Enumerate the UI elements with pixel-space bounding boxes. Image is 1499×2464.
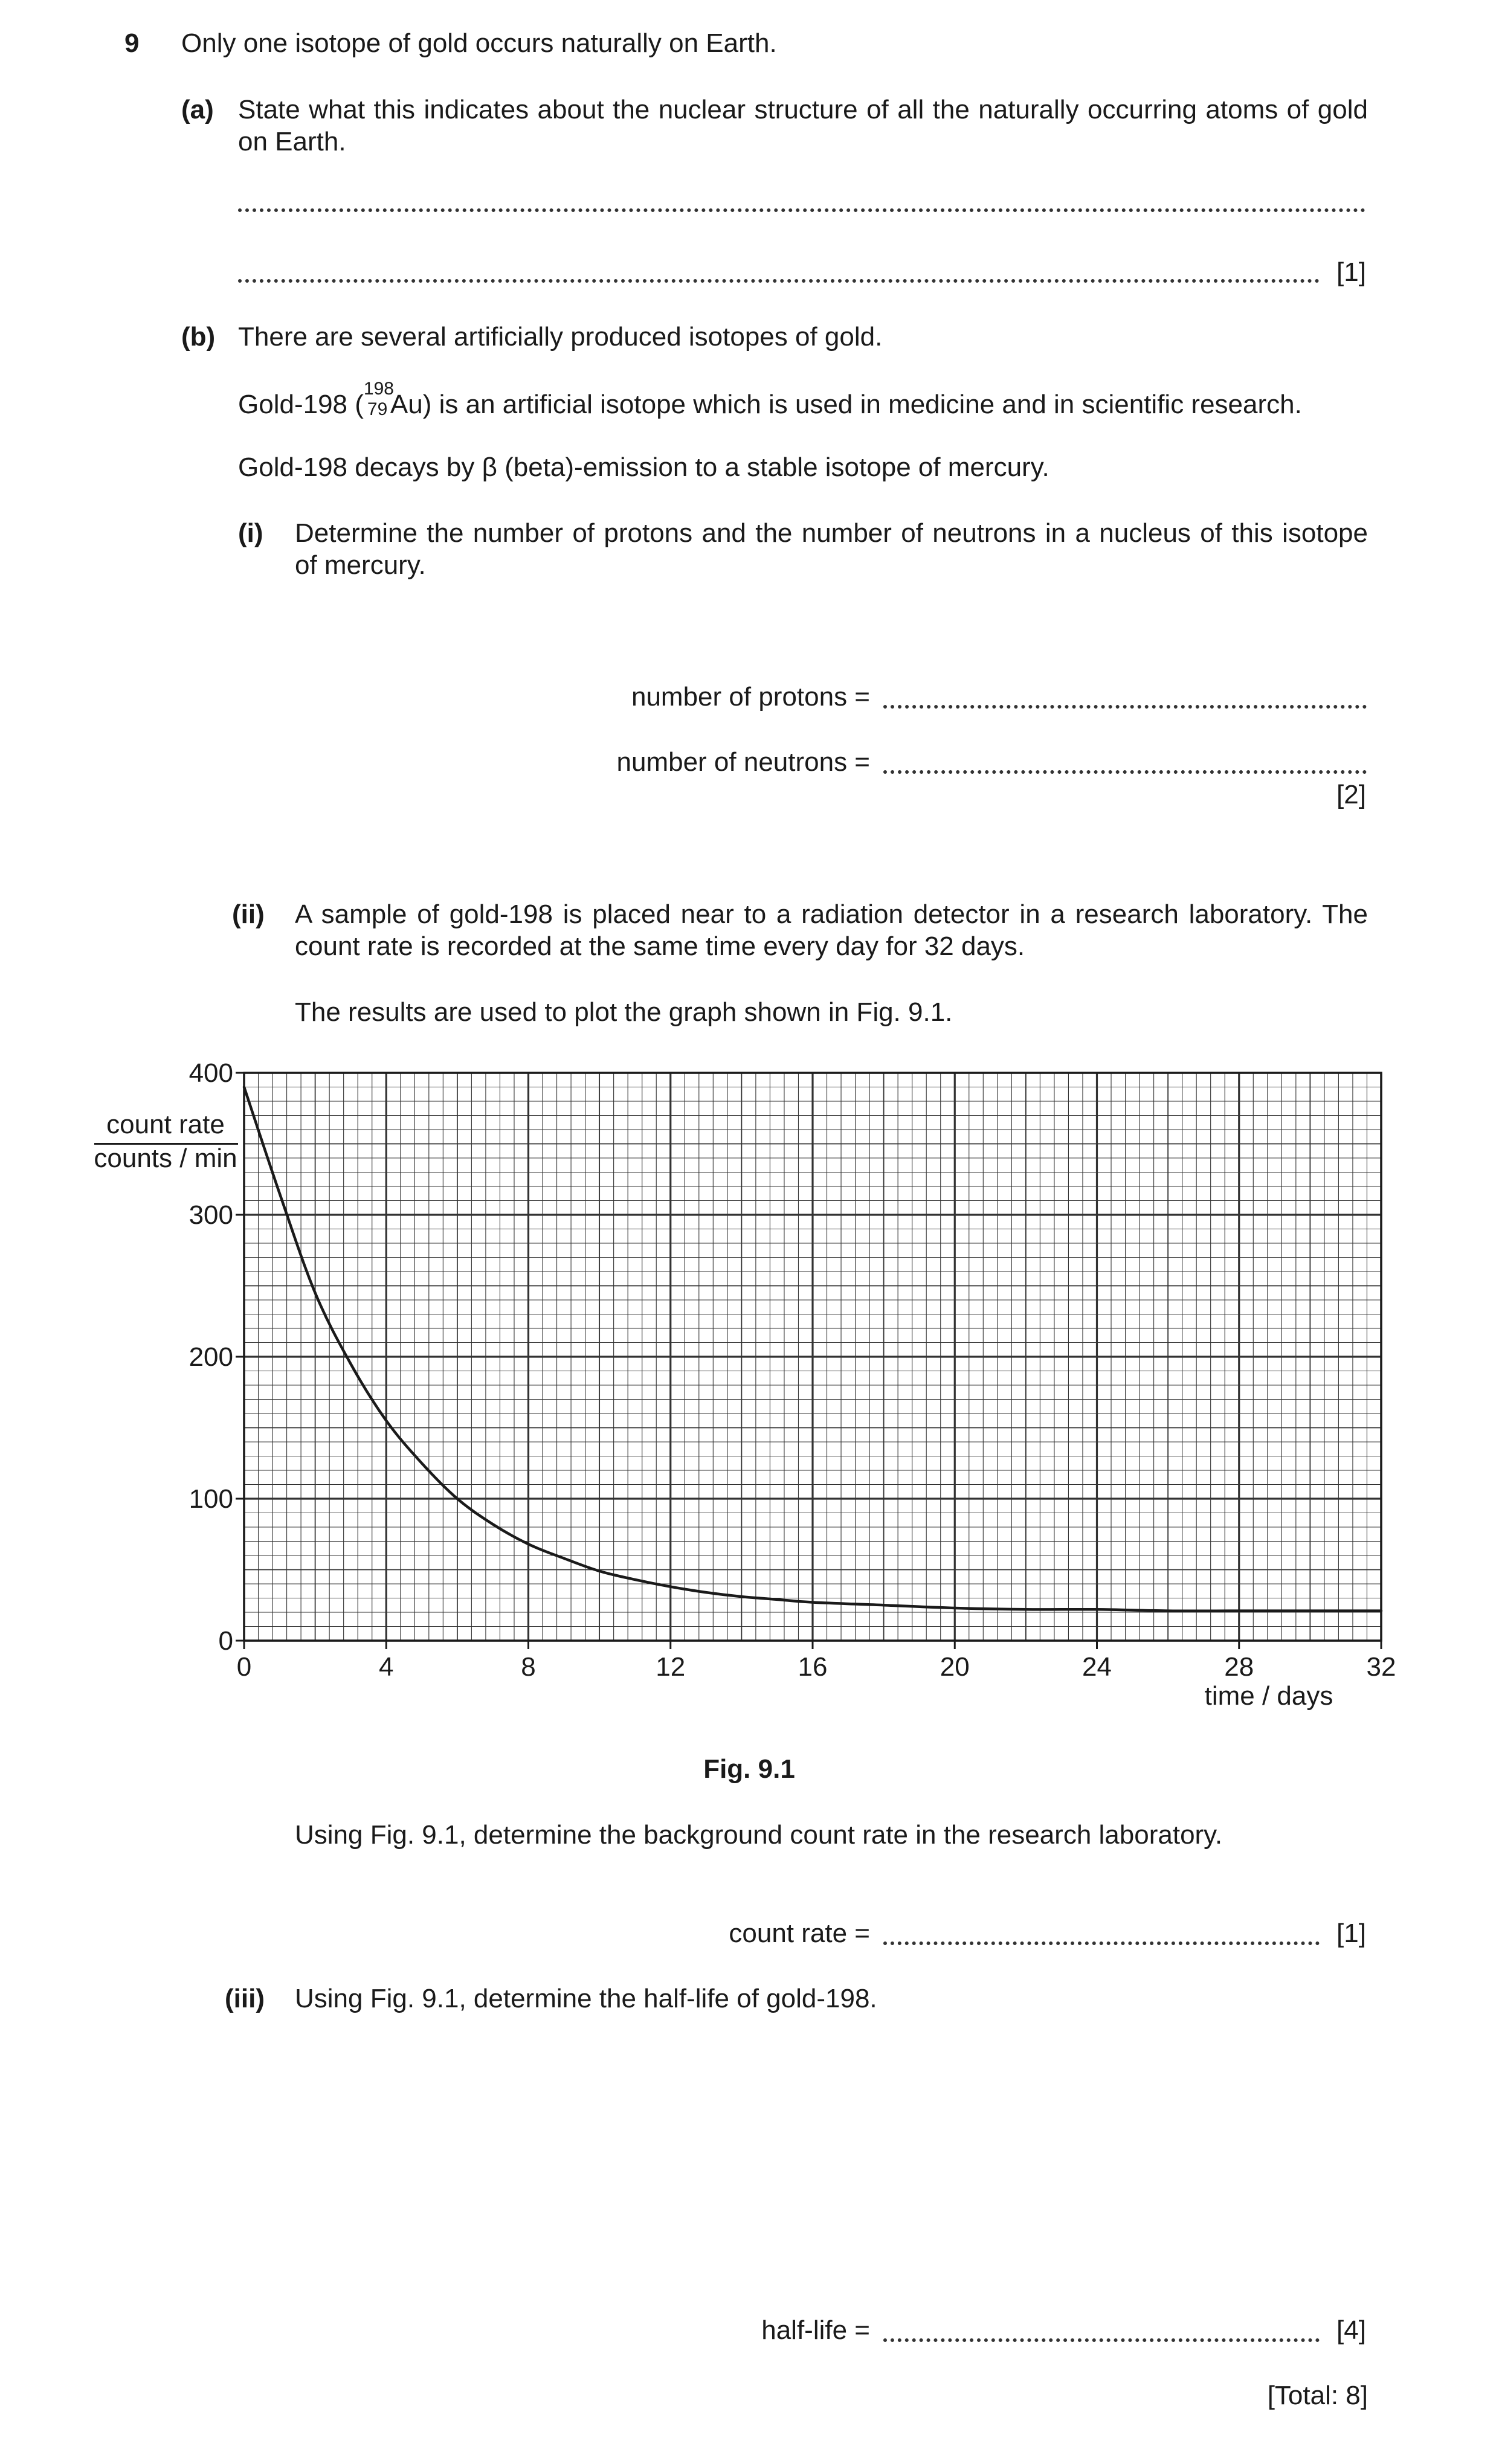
part-b-line2-after: ) is an artificial isotope which is used in medicine and in scientific research. (422, 390, 1302, 419)
total-marks: [Total: 8] (1267, 2381, 1368, 2410)
nuclide-symbol: Au (390, 390, 423, 419)
y-tick-label: 200 (189, 1342, 233, 1372)
part-b-iii-label: (iii) (225, 1984, 265, 2013)
part-a-mark: [1] (1336, 257, 1366, 287)
x-tick-label: 0 (236, 1652, 252, 1682)
part-b-i-text: Determine the number of protons and the number of neutrons in a nucleus of this isotope of mercury. (295, 518, 1368, 580)
x-tick-label: 24 (1082, 1652, 1112, 1682)
count-rate-label: count rate = (729, 1919, 870, 1948)
x-tick-label: 12 (656, 1652, 686, 1682)
chart-axes (189, 1058, 1396, 1682)
part-a-text: State what this indicates about the nuclear structure of all the naturally occurring atoms of gold on Earth. (238, 95, 1368, 156)
part-b-i-mark: [2] (1336, 780, 1366, 809)
y-tick-label: 400 (189, 1058, 233, 1088)
part-b-iii-mark: [4] (1336, 2315, 1366, 2345)
x-tick-label: 32 (1366, 1652, 1396, 1682)
part-b-ii-mark: [1] (1336, 1919, 1366, 1948)
part-b-ii-label: (ii) (232, 899, 265, 929)
x-tick-label: 28 (1224, 1652, 1254, 1682)
part-b-label: (b) (181, 322, 216, 352)
half-life-label: half-life = (761, 2315, 870, 2345)
part-b-line1: There are several artificially produced isotopes of gold. (238, 322, 883, 352)
y-axis-label-bottom: counts / min (94, 1144, 237, 1173)
part-b-line3: Gold-198 decays by β (beta)-emission to a stable isotope of mercury. (238, 452, 1049, 482)
neutrons-label: number of neutrons = (616, 747, 870, 777)
part-b-ii-text2: The results are used to plot the graph shown in Fig. 9.1. (295, 997, 953, 1027)
x-tick-label: 16 (798, 1652, 828, 1682)
y-tick-label: 300 (189, 1200, 233, 1230)
part-b-ii-question: Using Fig. 9.1, determine the background count rate in the research laboratory. (295, 1820, 1223, 1850)
x-tick-label: 4 (379, 1652, 394, 1682)
count-rate-answer-line[interactable] (883, 1941, 1320, 1945)
protons-label: number of protons = (631, 682, 870, 712)
part-b-i-label: (i) (238, 518, 263, 548)
part-b-line2-before: Gold-198 ( (238, 390, 364, 419)
half-life-answer-line[interactable] (883, 2338, 1320, 2342)
x-axis-label: time / days (1204, 1681, 1333, 1711)
x-tick-label: 20 (940, 1652, 970, 1682)
chart-grid (244, 1073, 1381, 1641)
part-b-iii-text: Using Fig. 9.1, determine the half-life of gold-198. (295, 1984, 877, 2013)
question-number: 9 (124, 28, 140, 58)
x-tick-label: 8 (521, 1652, 536, 1682)
y-axis-label-top: count rate (106, 1110, 225, 1139)
question-intro: Only one isotope of gold occurs naturally on Earth. (181, 28, 777, 58)
y-tick-label: 0 (218, 1626, 233, 1656)
figure-caption: Fig. 9.1 (703, 1754, 795, 1784)
nuclide-atomic-number: 79 (367, 399, 388, 419)
part-a-label: (a) (181, 95, 214, 124)
y-tick-label: 100 (189, 1484, 233, 1514)
part-b-ii-text: A sample of gold-198 is placed near to a radiation detector in a research laboratory. The count rate is recorded at the same time every day for 32 days. (295, 899, 1368, 961)
nuclide-mass-number: 198 (363, 379, 394, 399)
